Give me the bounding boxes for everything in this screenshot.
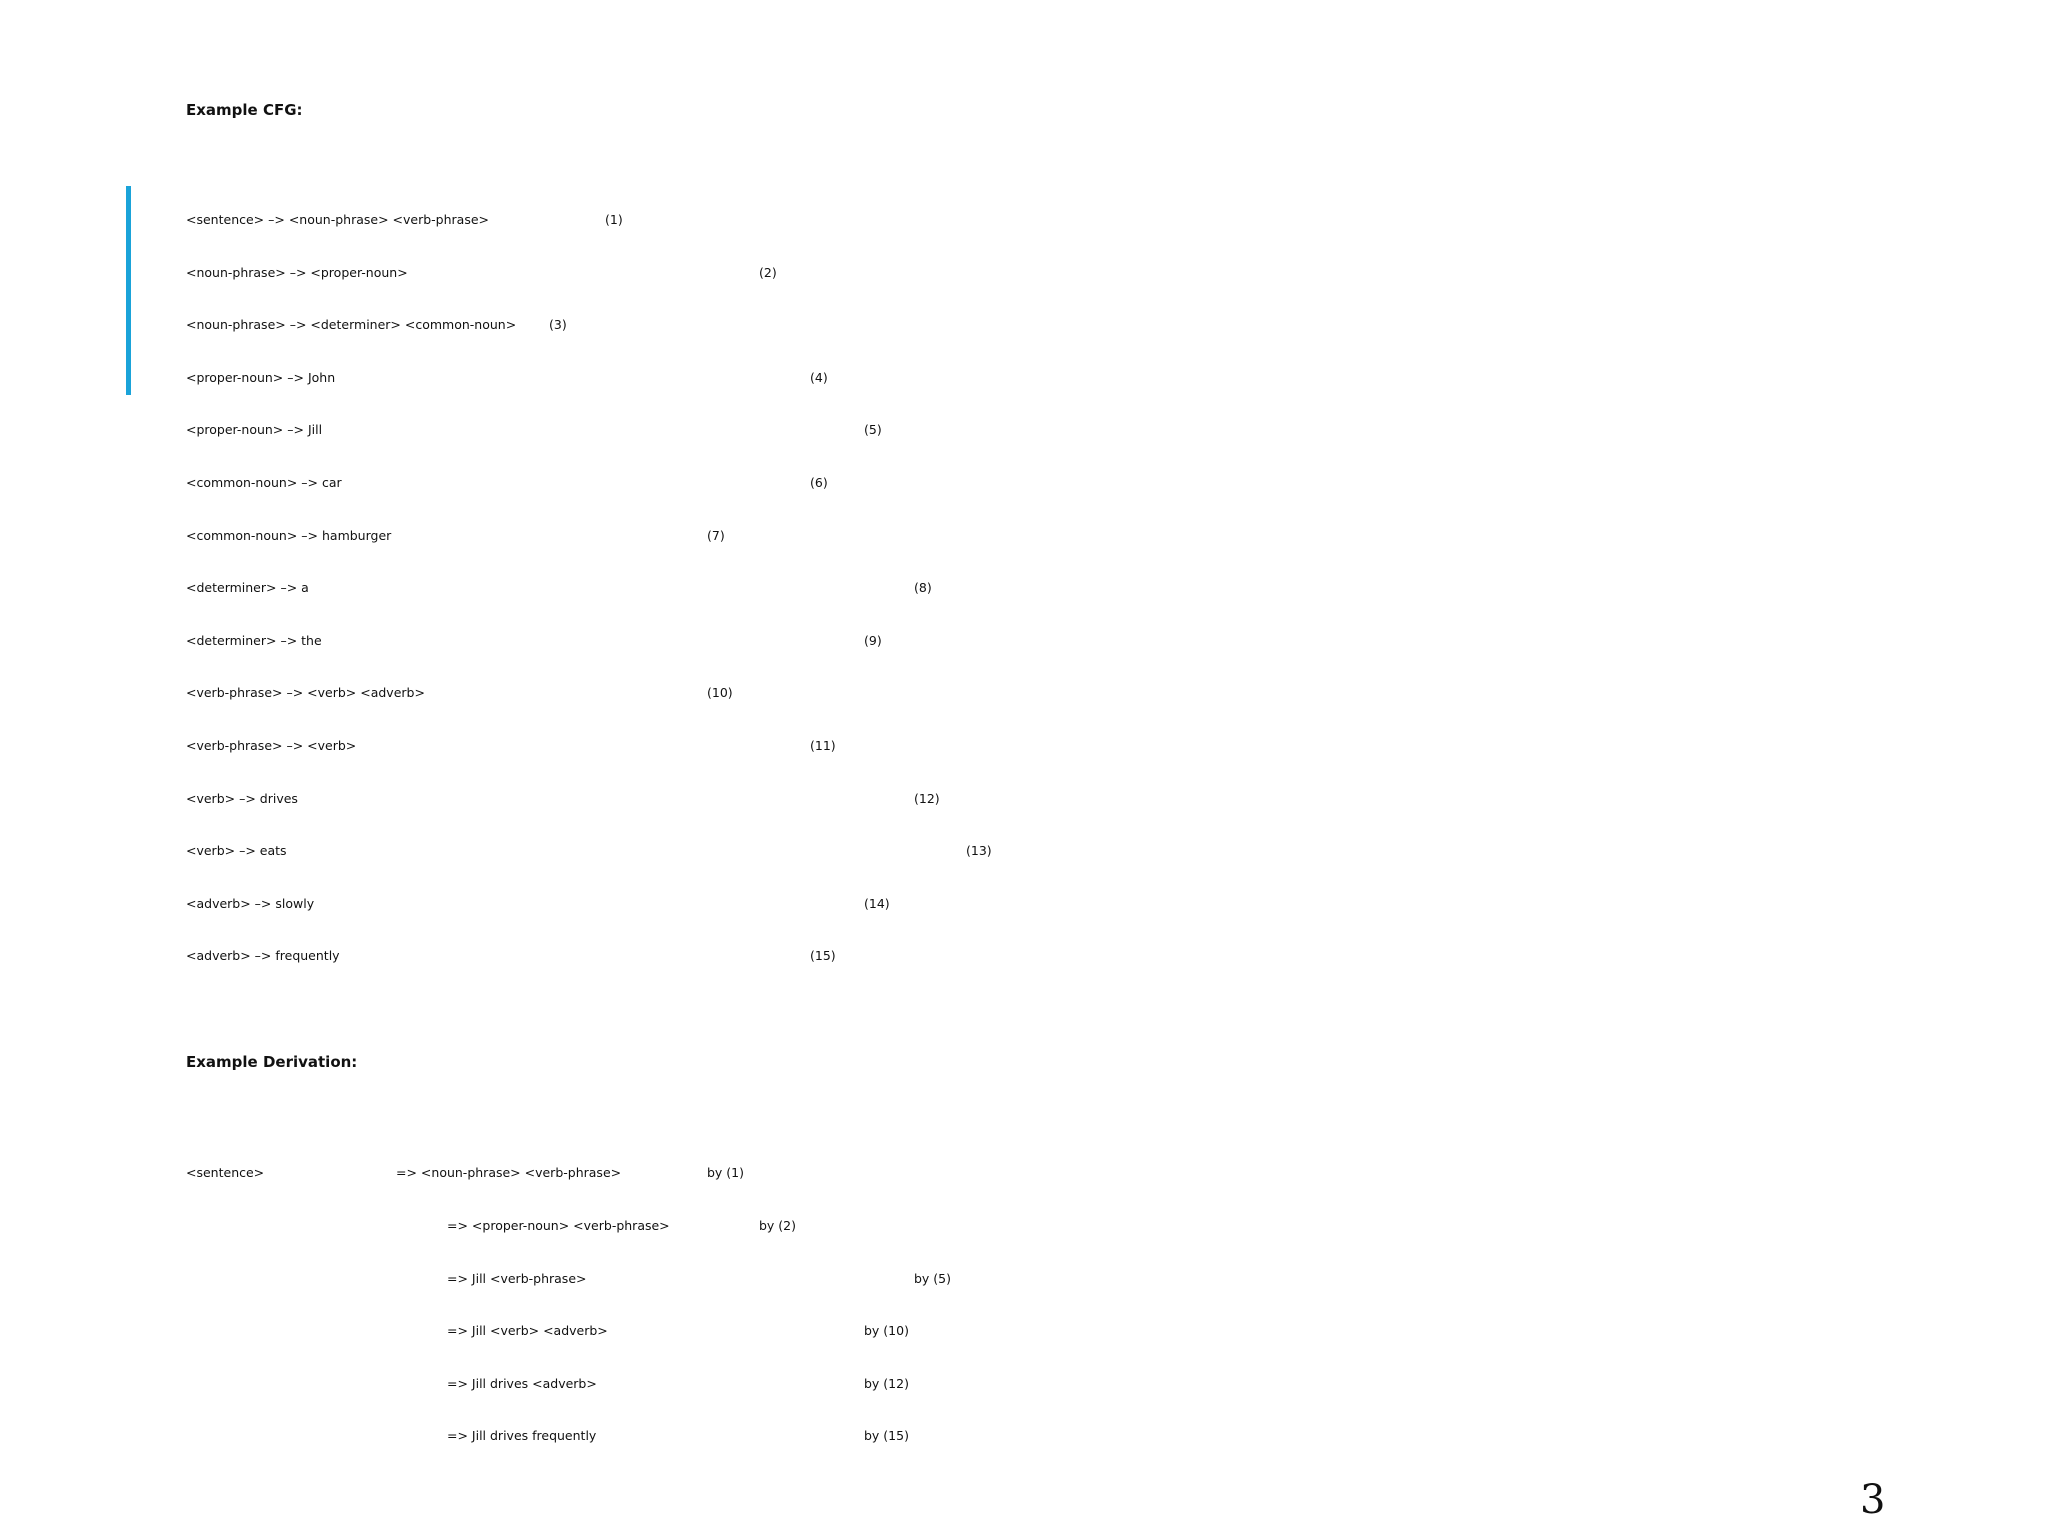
cfg-rule-14-number: (14) [864, 896, 890, 911]
derivation-step-6-text: => Jill drives frequently [447, 1428, 597, 1443]
cfg-rule-2-text: <noun-phrase> –> <proper-noun> [186, 265, 408, 280]
cfg-rule-9-number: (9) [864, 633, 882, 648]
cfg-rule-11-number: (11) [810, 738, 836, 753]
derivation-step-3-rule: by (5) [914, 1271, 952, 1286]
cfg-rule-7-text: <common-noun> –> hamburger [186, 528, 392, 543]
derivation-step-3-text: => Jill <verb-phrase> [447, 1271, 587, 1286]
cfg-rule-8-text: <determiner> –> a [186, 580, 309, 595]
cfg-rule-5-number: (5) [864, 422, 882, 437]
cfg-rule-6-text: <common-noun> –> car [186, 475, 342, 490]
cfg-rule-13-text: <verb> –> eats [186, 843, 287, 858]
derivation-step-4-rule: by (10) [864, 1323, 909, 1338]
derivation-step-5-rule: by (12) [864, 1376, 909, 1391]
cfg-rule-6-number: (6) [810, 475, 828, 490]
derivation-step-4-text: => Jill <verb> <adverb> [447, 1323, 608, 1338]
derivation-step-1-rule: by (1) [707, 1165, 745, 1180]
derivation-heading: Example Derivation: [186, 1053, 358, 1071]
cfg-rule-13-number: (13) [966, 843, 992, 858]
cfg-rule-14-text: <adverb> –> slowly [186, 896, 315, 911]
derivation-step-2-text: => <proper-noun> <verb-phrase> [447, 1218, 670, 1233]
derivation-step-6-rule: by (15) [864, 1428, 909, 1443]
cfg-rule-5-text: <proper-noun> –> Jill [186, 422, 323, 437]
cfg-rule-3-text: <noun-phrase> –> <determiner> <common-noun> [186, 317, 517, 332]
cfg-rule-9-text: <determiner> –> the [186, 633, 322, 648]
cfg-rule-15-text: <adverb> –> frequently [186, 948, 340, 963]
derivation-step-5-text: => Jill drives <adverb> [447, 1376, 597, 1391]
cfg-rule-1-text: <sentence> –> <noun-phrase> <verb-phrase> [186, 212, 490, 227]
cfg-rule-4-number: (4) [810, 370, 828, 385]
cfg-rule-1-number: (1) [605, 212, 623, 227]
cfg-rule-2-number: (2) [759, 265, 777, 280]
page-number: 3 [1860, 1477, 1886, 1523]
cfg-rule-12-text: <verb> –> drives [186, 791, 298, 806]
cfg-rule-4-text: <proper-noun> –> John [186, 370, 336, 385]
cfg-rule-12-number: (12) [914, 791, 940, 806]
derivation-start-symbol: <sentence> [186, 1165, 265, 1180]
cfg-rule-10-text: <verb-phrase> –> <verb> <adverb> [186, 685, 425, 700]
cfg-rule-3-number: (3) [549, 317, 567, 332]
cfg-rule-8-number: (8) [914, 580, 932, 595]
cfg-rule-15-number: (15) [810, 948, 836, 963]
cfg-rule-7-number: (7) [707, 528, 725, 543]
cfg-heading: Example CFG: [186, 101, 303, 119]
derivation-step-2-rule: by (2) [759, 1218, 797, 1233]
cfg-rule-10-number: (10) [707, 685, 733, 700]
accent-bar [126, 186, 131, 395]
cfg-rule-11-text: <verb-phrase> –> <verb> [186, 738, 357, 753]
derivation-step-1-text: => <noun-phrase> <verb-phrase> [396, 1165, 622, 1180]
